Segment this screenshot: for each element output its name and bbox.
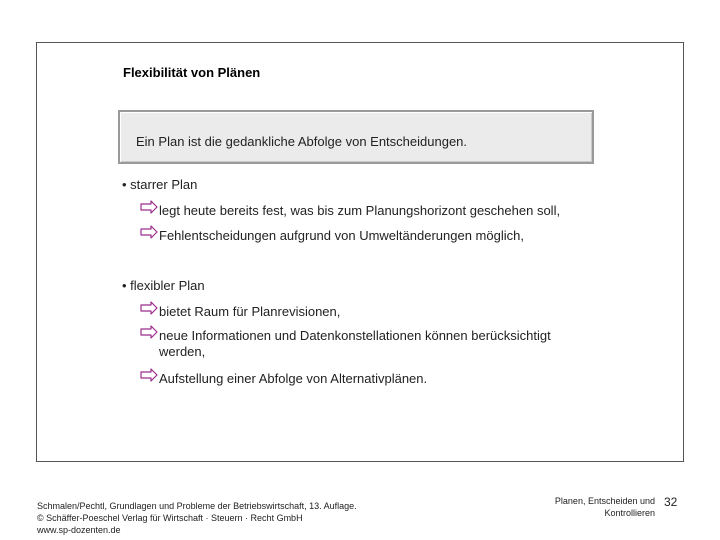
definition-text: Ein Plan ist die gedankliche Abfolge von Entscheidungen.: [136, 134, 468, 149]
right-arrow-icon: [140, 325, 158, 339]
right-arrow-icon: [140, 368, 158, 382]
footer-citation: [37, 500, 357, 536]
list-item-text: Fehlentscheidungen aufgrund von Umweltänderungen möglich,: [159, 228, 524, 243]
list-item: [140, 228, 610, 244]
list-item-text: bietet Raum für Planrevisionen,: [159, 304, 341, 319]
copyright-line: © Schäffer-Poeschel Verlag für Wirtschaft · Steuern · Recht GmbH: [37, 513, 303, 523]
website-link[interactable]: www.sp-dozenten.de: [37, 525, 121, 535]
list-item: [140, 304, 610, 320]
list-item-text: neue Informationen und Datenkonstellationen können berücksichtigt werden,: [159, 328, 551, 359]
chapter-line: Planen, Entscheiden und: [554, 496, 655, 506]
list-item: [140, 203, 610, 219]
list-item: [140, 371, 610, 387]
page-number: 32: [664, 495, 678, 509]
slide-frame: [36, 42, 684, 462]
slide-title: Flexibilität von Plänen: [123, 65, 261, 80]
definition-box: [118, 110, 594, 164]
chapter-line: Kontrollieren: [604, 508, 655, 518]
bullet-flexibler-plan: • flexibler Plan: [122, 278, 205, 293]
bullet-starrer-plan: • starrer Plan: [122, 177, 198, 192]
list-item-text: Aufstellung einer Abfolge von Alternativplänen.: [159, 371, 428, 386]
right-arrow-icon: [140, 225, 158, 239]
right-arrow-icon: [140, 301, 158, 315]
footer-chapter: [520, 495, 655, 519]
right-arrow-icon: [140, 200, 158, 214]
citation-line: Schmalen/Pechtl, Grundlagen und Probleme der Betriebswirtschaft, 13. Auflage.: [37, 501, 357, 511]
list-item: [140, 328, 600, 360]
list-item-text: legt heute bereits fest, was bis zum Planungshorizont geschehen soll,: [159, 203, 561, 218]
